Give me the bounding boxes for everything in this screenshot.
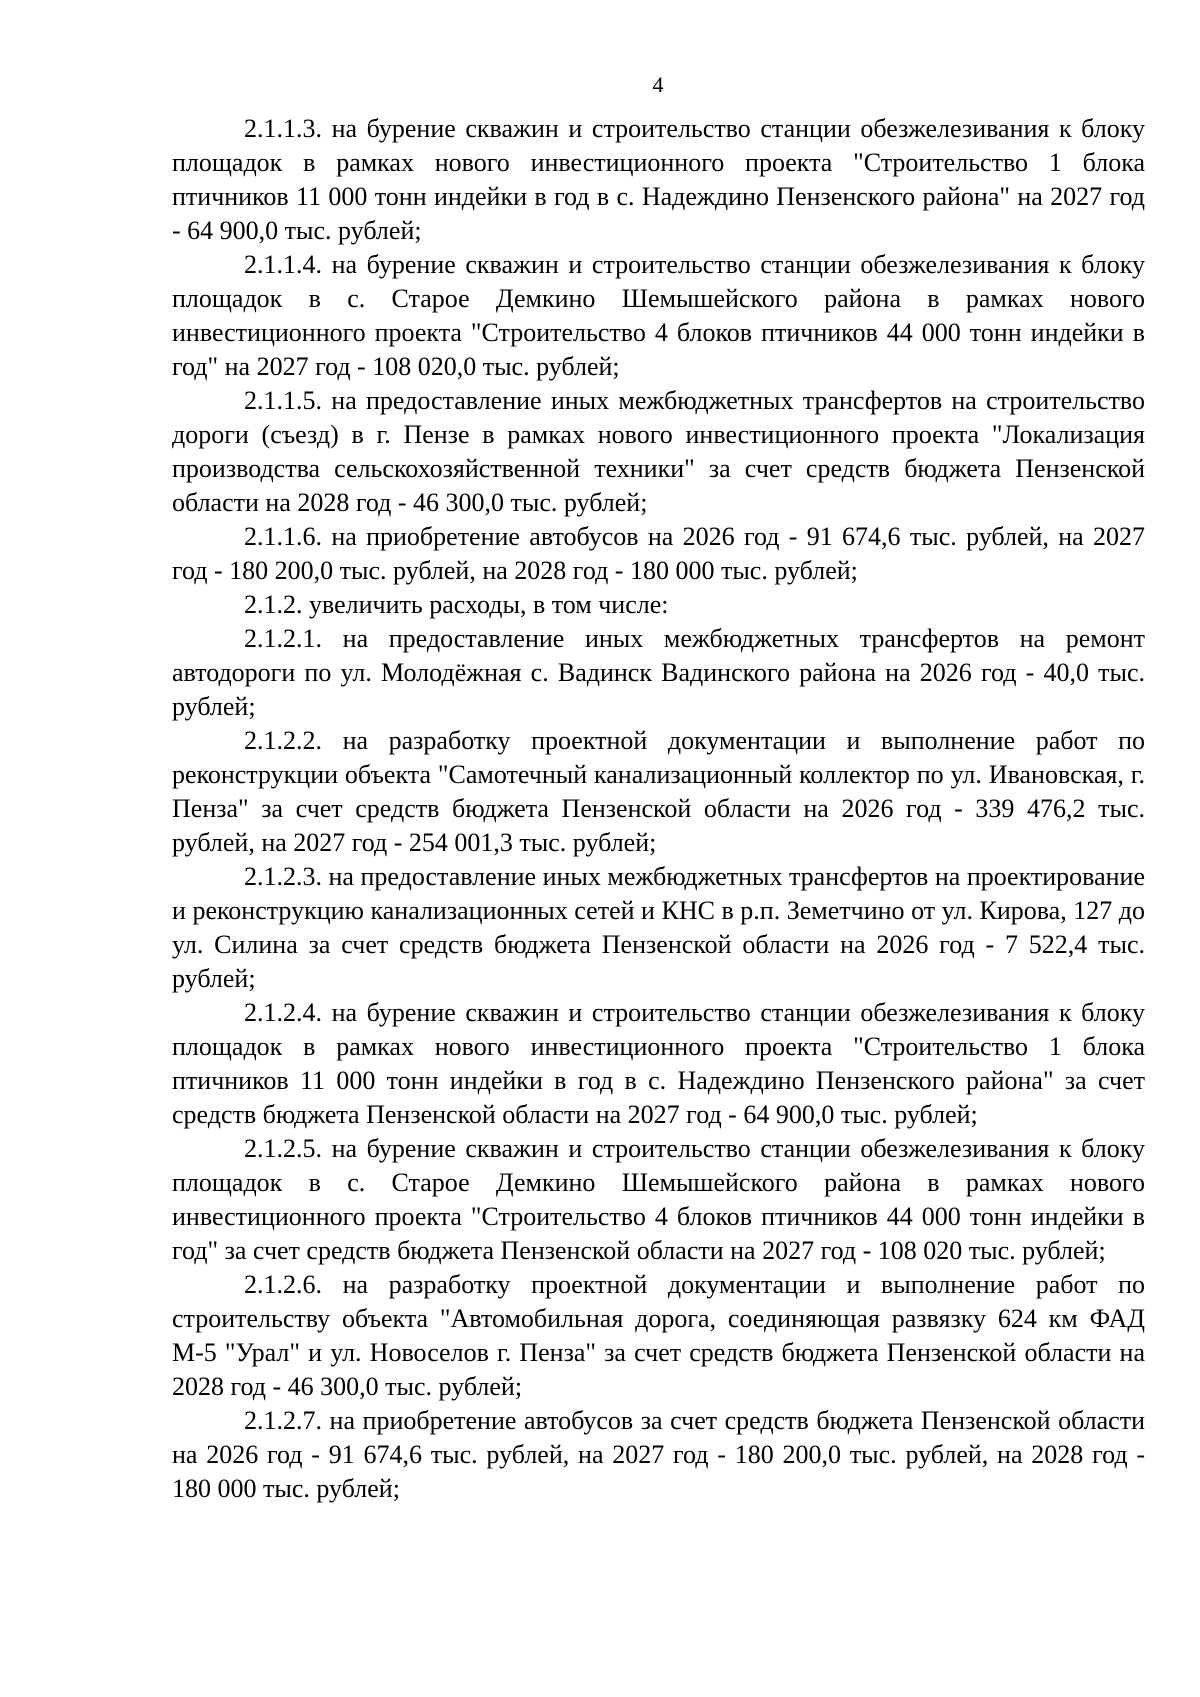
paragraph-2-1-2-1: 2.1.2.1. на предоставление иных межбюджетных трансфертов на ремонт автодороги по ул. Молодёжная с. Вадинск Вадинского района на 2026 год - 40,0 тыс. рублей; [172,624,1145,721]
document-body [172,112,1145,1506]
paragraph-2-1-2-4: 2.1.2.4. на бурение скважин и строительство станции обезжелезивания к блоку площадок в рамках нового инвестиционного проекта "Строительство 1 блока птичников 11 000 тонн индейки в год в с. Надеждино Пензенского района" за счет средств бюджета Пензенской области на 2027 год - 64 900,0 тыс. рублей; [172,998,1145,1129]
paragraph-2-1-2-6: 2.1.2.6. на разработку проектной документации и выполнение работ по строительству объекта "Автомобильная дорога, соединяющая развязку 624 км ФАД М-5 "Урал" и ул. Новоселов г. Пенза" за счет средств бюджета Пензенской области на 2028 год - 46 300,0 тыс. рублей; [172,1270,1145,1401]
paragraph-2-1-2-7: 2.1.2.7. на приобретение автобусов за счет средств бюджета Пензенской области на 2026 год - 91 674,6 тыс. рублей, на 2027 год - 180 200,0 тыс. рублей, на 2028 год - 180 000 тыс. рублей; [172,1406,1145,1503]
paragraph-2-1-1-4: 2.1.1.4. на бурение скважин и строительство станции обезжелезивания к блоку площадок в с. Старое Демкино Шемышейского района в рамках нового инвестиционного проекта "Строительство 4 блоков птичников 44 000 тонн индейки в год" на 2027 год - 108 020,0 тыс. рублей; [172,250,1145,381]
paragraph-2-1-1-6: 2.1.1.6. на приобретение автобусов на 2026 год - 91 674,6 тыс. рублей, на 2027 год - 180 200,0 тыс. рублей, на 2028 год - 180 000 тыс. рублей; [172,522,1145,585]
paragraph-2-1-2: 2.1.2. увеличить расходы, в том числе: [244,590,669,619]
paragraph-2-1-2-3: 2.1.2.3. на предоставление иных межбюджетных трансфертов на проектирование и реконструкцию канализационных сетей и КНС в р.п. Земетчино от ул. Кирова, 127 до ул. Силина за счет средств бюджета Пензенской области на 2026 год - 7 522,4 тыс. рублей; [172,862,1145,993]
paragraph-2-1-1-5: 2.1.1.5. на предоставление иных межбюджетных трансфертов на строительство дороги (съезд) в г. Пензе в рамках нового инвестиционного проекта "Локализация производства сельскохозяйственной техники" за счет средств бюджета Пензенской области на 2028 год - 46 300,0 тыс. рублей; [172,386,1145,517]
paragraph-2-1-2-5: 2.1.2.5. на бурение скважин и строительство станции обезжелезивания к блоку площадок в с. Старое Демкино Шемышейского района в рамках нового инвестиционного проекта "Строительство 4 блоков птичников 44 000 тонн индейки в год" за счет средств бюджета Пензенской области на 2027 год - 108 020 тыс. рублей; [172,1134,1145,1265]
page-number: 4 [652,72,664,97]
paragraph-2-1-1-3: 2.1.1.3. на бурение скважин и строительство станции обезжелезивания к блоку площадок в рамках нового инвестиционного проекта "Строительство 1 блока птичников 11 000 тонн индейки в год в с. Надеждино Пензенского района" на 2027 год - 64 900,0 тыс. рублей; [172,114,1145,245]
paragraph-2-1-2-2: 2.1.2.2. на разработку проектной документации и выполнение работ по реконструкции объекта "Самотечный канализационный коллектор по ул. Ивановская, г. Пенза" за счет средств бюджета Пензенской области на 2026 год - 339 476,2 тыс. рублей, на 2027 год - 254 001,3 тыс. рублей; [172,726,1145,857]
